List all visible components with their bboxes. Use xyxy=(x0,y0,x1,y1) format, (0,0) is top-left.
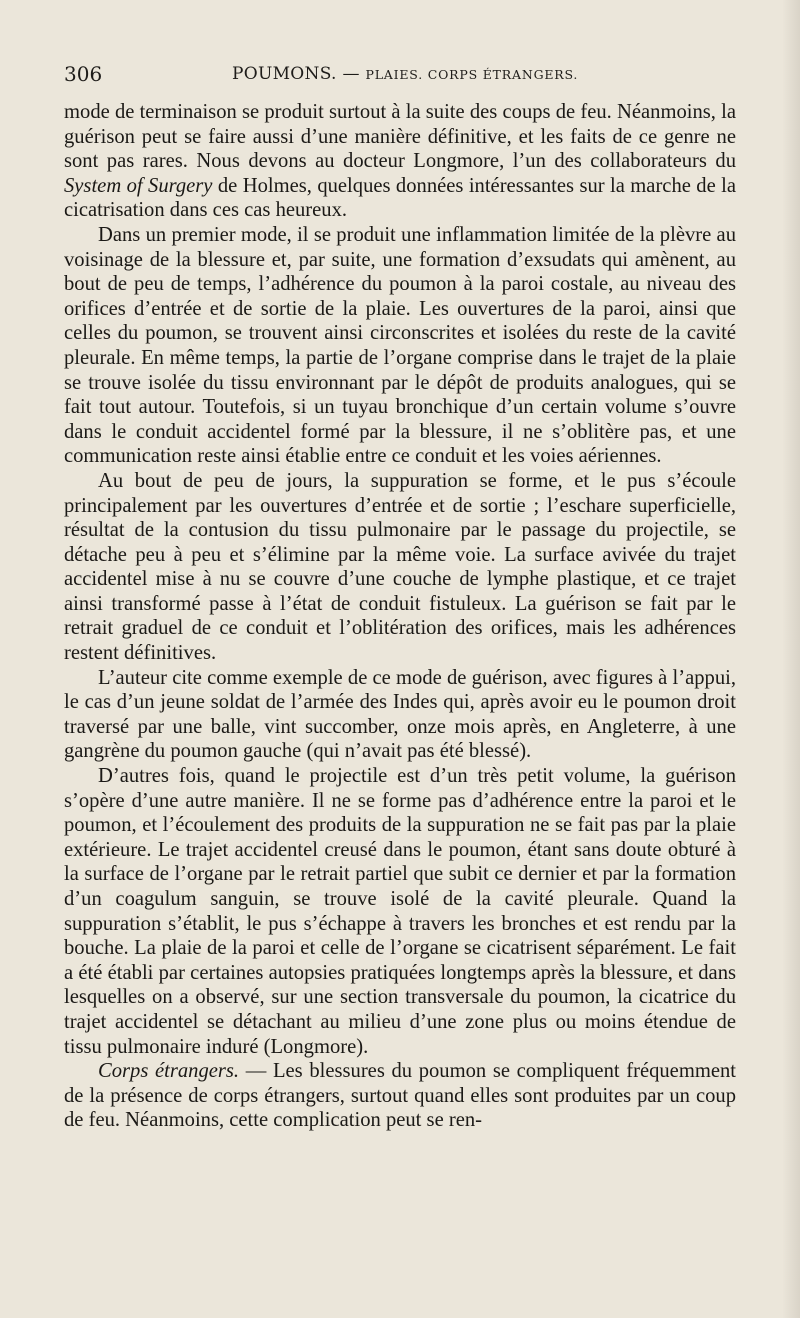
paragraph xyxy=(64,223,736,469)
italic-book-title: System of Surgery xyxy=(64,174,213,197)
page-number: 306 xyxy=(64,62,103,86)
text-run: Au bout de peu de jours, la suppuration se forme, et le pus s’écoule principalement par les ouvertures d’entrée et de sortie ; l’eschare superficielle, résultat de la contusion du tissu pulmonaire par le passage du projectile, se détache peu à peu et s’élimine par la même voie. La surface avivée du trajet accidentel mise à nu se couvre d’une couche de lymphe plastique, et ce trajet ainsi transformé passe à l’état de conduit fistuleux. La guérison se fait par le retrait graduel de ce conduit et l’oblitération des orifices, mais les adhérences restent définitives. xyxy=(64,469,736,665)
section-heading: Corps étrangers. xyxy=(98,1060,240,1083)
paragraph xyxy=(64,666,736,764)
text-run: Dans un premier mode, il se produit une inflammation limitée de la plèvre au voisinage de la blessure et, par suite, une formation d’exsudats qui amènent, au bout de peu de temps, l’adhérence du poumon à la paroi costale, au niveau des orifices d’entrée et de sortie de la plaie. Les ouvertures de la paroi, ainsi que celles du poumon, se trouvent ainsi circonscrites et isolées du reste de la cavité pleurale. En même temps, la partie de l’organe comprise dans le trajet de la plaie se trouve isolée du tissu environnant par le dépôt de produits analogues, qui se fait tout autour. Toutefois, si un tuyau bronchique d’un certain volume s’ouvre dans le conduit accidentel formé par la blessure, il ne s’oblitère pas, et une communication reste ainsi établie entre ce conduit et les voies aériennes. xyxy=(64,223,736,468)
text-run: de Holmes, quelques données intéressantes sur la marche de la cicatrisation dans ces cas heureux. xyxy=(64,174,736,222)
body-text xyxy=(64,100,736,1133)
text-run: — Les blessures du poumon se compliquent fréquemment de la présence de corps étrangers, surtout quand elles sont produites par un coup de feu. Néanmoins, cette complication peut se ren- xyxy=(64,1060,737,1132)
running-title-main: POUMONS. — xyxy=(232,64,360,84)
page-header xyxy=(64,62,736,90)
running-title xyxy=(232,64,578,84)
text-run: L’auteur cite comme exemple de ce mode de guérison, avec figures à l’appui, le cas d’un jeune soldat de l’armée des Indes qui, après avoir eu le poumon droit traversé par une balle, vint succomber, onze mois après, en Angleterre, à une gangrène du poumon gauche (qui n’avait pas été blessé). xyxy=(64,666,736,763)
paragraph-continuation xyxy=(64,100,736,223)
paragraph-section-heading xyxy=(64,1059,736,1133)
text-run: mode de terminaison se produit surtout à la suite des coups de feu. Néanmoins, la guérison peut se faire aussi d’une manière définitive, et les faits de ce genre ne sont pas rares. Nous devons au docteur Longmore, l’un des collaborateurs du xyxy=(64,101,736,173)
paragraph xyxy=(64,764,736,1059)
paragraph xyxy=(64,469,736,666)
running-title-sub: PLAIES. CORPS ÉTRANGERS. xyxy=(365,67,579,82)
page-edge-shadow xyxy=(782,0,800,1318)
text-run: D’autres fois, quand le projectile est d’un très petit volume, la guérison s’opère d’une autre manière. Il ne se forme pas d’adhérence entre la paroi et le poumon, et l’écoulement des produits de la suppuration ne se fait pas par la plaie extérieure. Le trajet accidentel creusé dans le poumon, étant sans doute obturé à la surface de l’organe par le retrait partiel que subit ce dernier et par la formation d’un coagulum sanguin, se trouve isolé de la cavité pleurale. Quand la suppuration s’établit, le pus s’échappe à travers les bronches et est rendu par la bouche. La plaie de la paroi et celle de l’organe se cicatrisent séparément. Le fait a été établi par certaines autopsies pratiquées longtemps après la blessure, et dans lesquelles on a observé, sur une section transversale du poumon, la cicatrice du trajet accidentel se détachant au milieu d’une zone plus ou moins étendue de tissu pulmonaire induré (Longmore). xyxy=(64,765,736,1058)
